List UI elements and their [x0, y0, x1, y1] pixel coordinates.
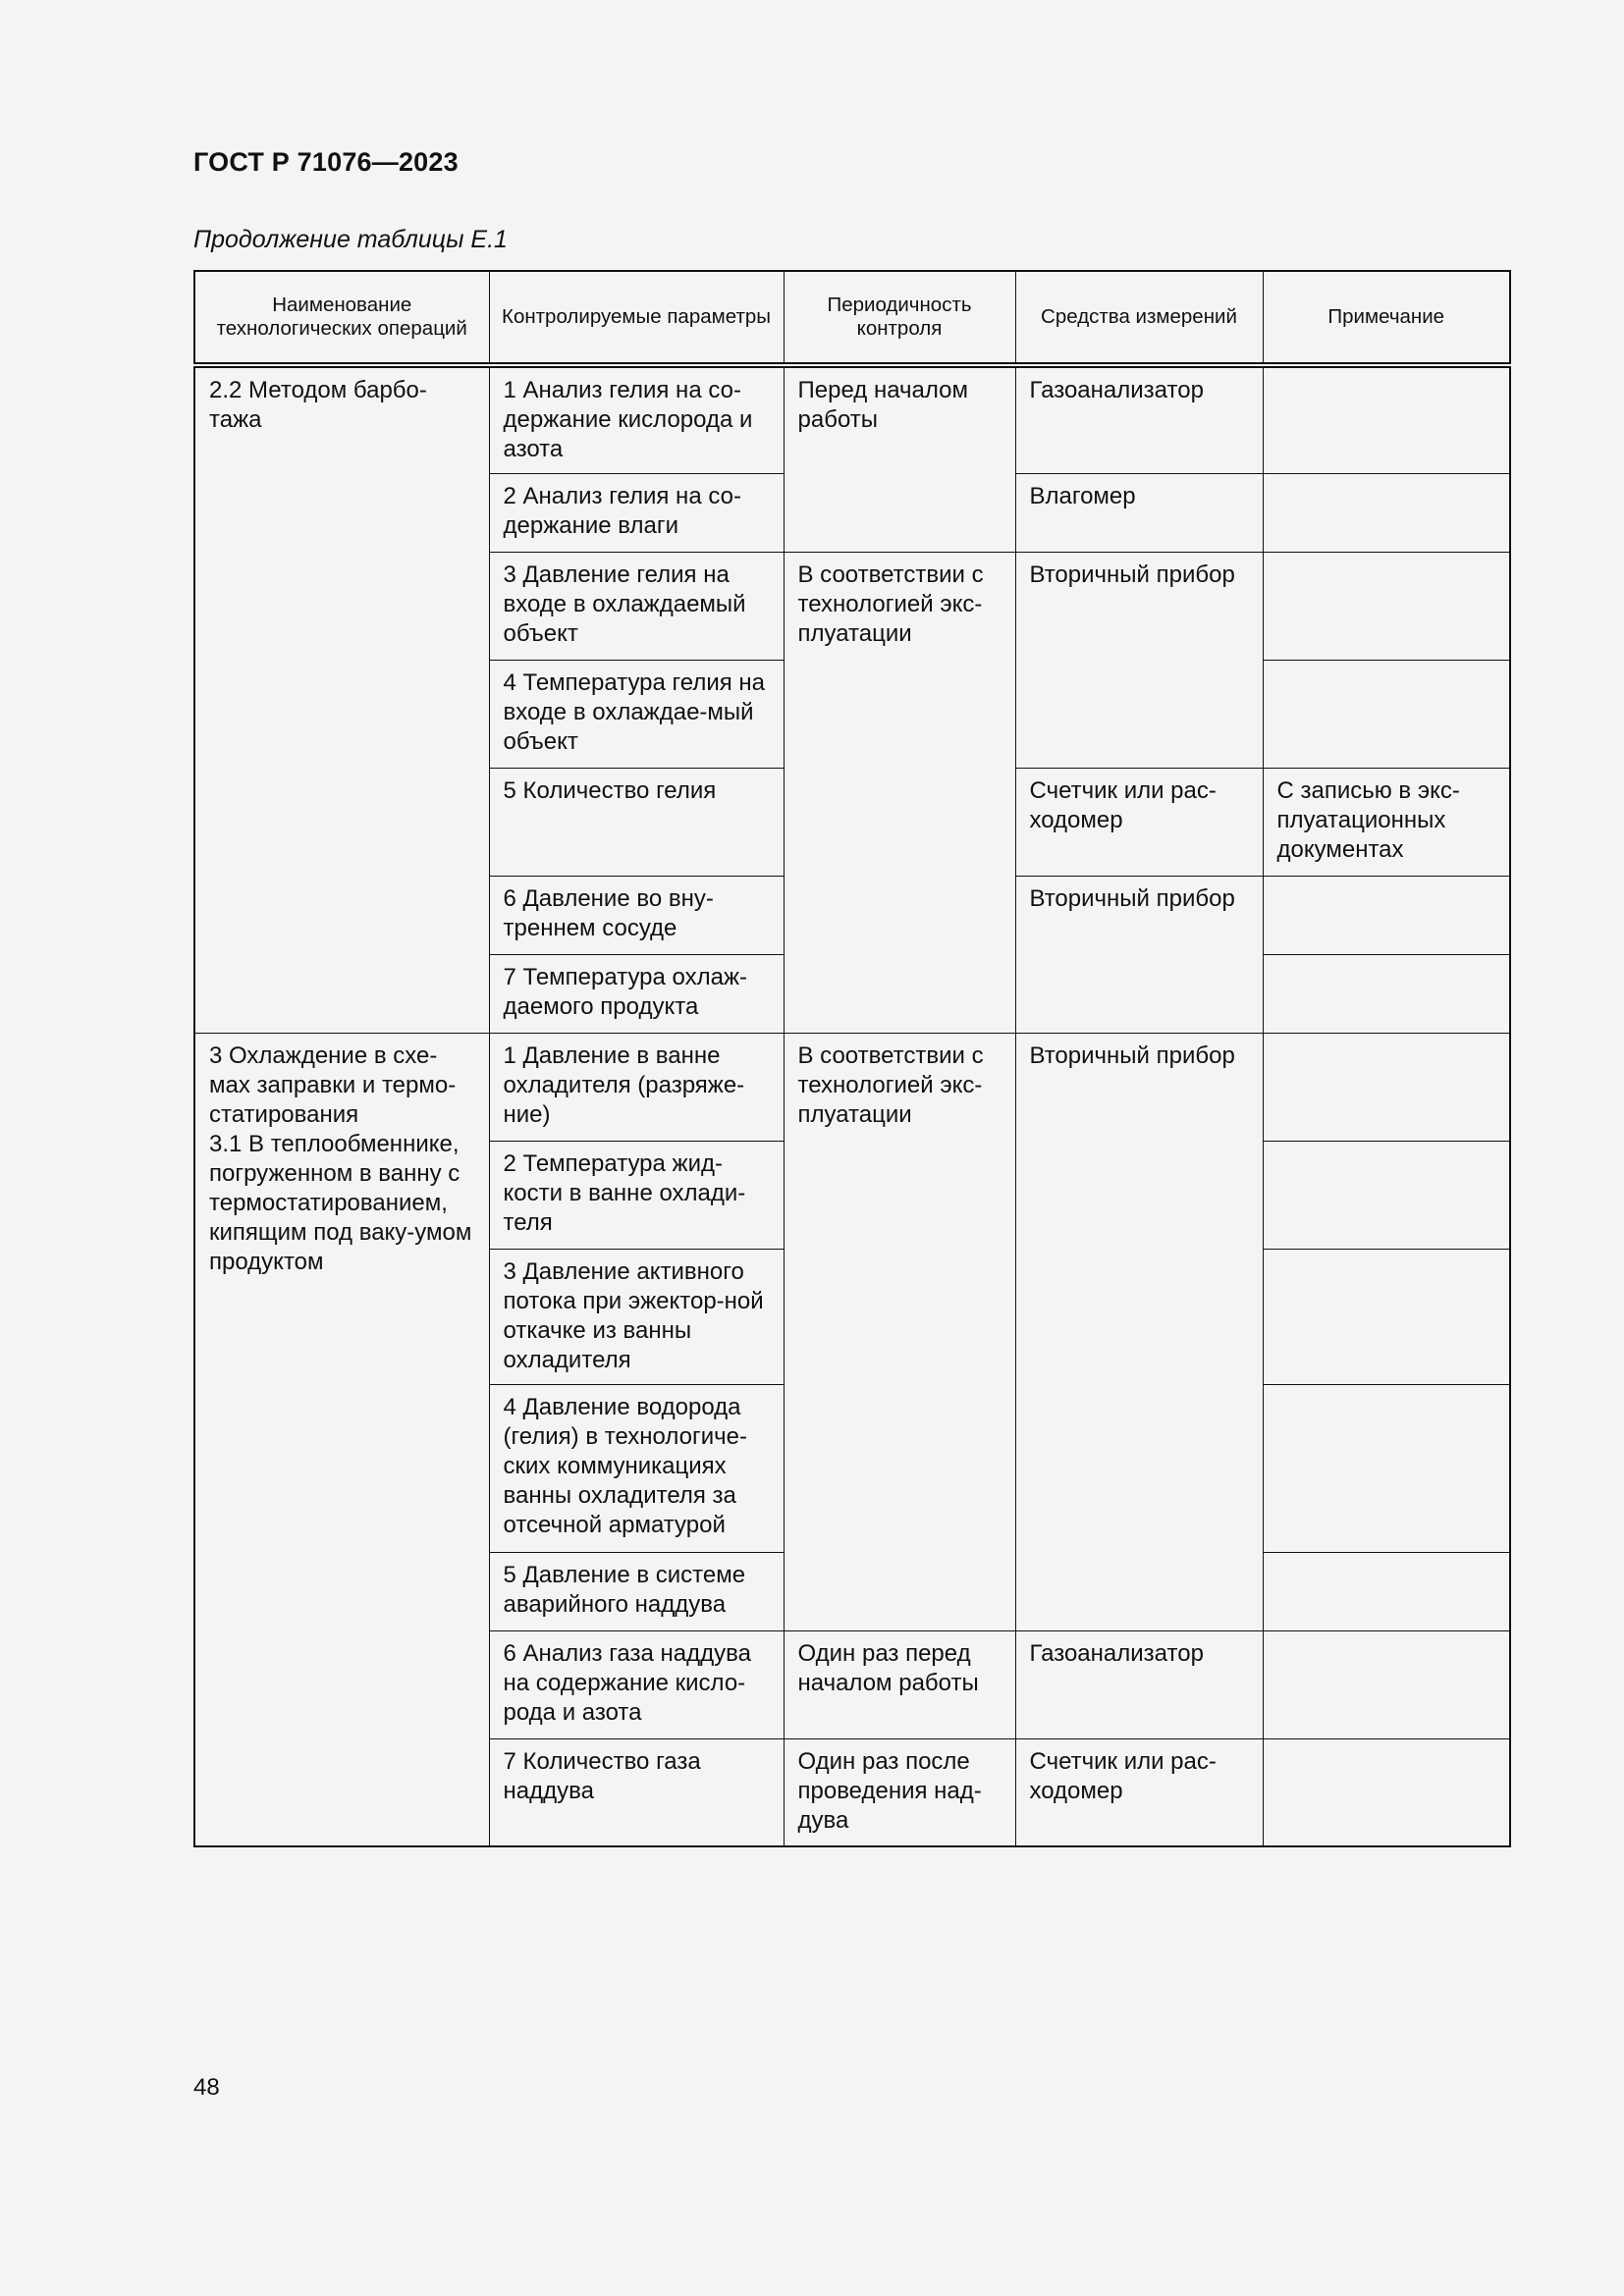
note-cell	[1263, 876, 1510, 954]
note-cell	[1263, 1738, 1510, 1846]
table-header-row	[194, 271, 1510, 365]
instrument-cell: Вторичный прибор	[1015, 1033, 1263, 1630]
operation-cell: 2.2 Методом барбо-тажа	[194, 365, 489, 1033]
instrument-cell: Газоанализатор	[1015, 365, 1263, 473]
parameter-cell: 7 Температура охлаж-даемого продукта	[489, 954, 784, 1033]
note-cell	[1263, 1141, 1510, 1249]
periodicity-cell: Перед началом работы	[784, 365, 1015, 552]
note-cell	[1263, 1384, 1510, 1552]
note-cell: С записью в экс-плуатационных документах	[1263, 768, 1510, 876]
note-cell	[1263, 1249, 1510, 1384]
note-cell	[1263, 365, 1510, 473]
periodicity-cell: Один раз после проведения над-дува	[784, 1738, 1015, 1846]
instrument-cell: Вторичный прибор	[1015, 876, 1263, 1033]
control-table	[193, 270, 1511, 1847]
instrument-cell: Счетчик или рас-ходомер	[1015, 768, 1263, 876]
document-header: ГОСТ Р 71076—2023	[193, 147, 459, 177]
note-cell	[1263, 552, 1510, 660]
operation-cell	[194, 1033, 489, 1846]
table-row	[194, 365, 1510, 473]
parameter-cell: 6 Давление во вну-треннем сосуде	[489, 876, 784, 954]
col-header-operation: Наименование технологических операций	[194, 271, 489, 365]
note-cell	[1263, 473, 1510, 552]
table-caption: Продолжение таблицы Е.1	[193, 226, 508, 253]
parameter-cell: 4 Давление водорода (гелия) в технологиче-ских коммуникациях ванны охладителя за отсечной арматурой	[489, 1384, 784, 1552]
parameter-cell: 2 Температура жид-кости в ванне охлади-теля	[489, 1141, 784, 1249]
parameter-cell: 3 Давление активного потока при эжектор-ной откачке из ванны охладителя	[489, 1249, 784, 1384]
table-row	[194, 1033, 1510, 1141]
instrument-cell: Счетчик или рас-ходомер	[1015, 1738, 1263, 1846]
col-header-notes: Примечание	[1263, 271, 1510, 365]
operation-line: 3.1 В теплообменнике, погруженном в ванну с термостатированием, кипящим под ваку-умом продуктом	[209, 1130, 472, 1275]
parameter-cell: 1 Анализ гелия на со-держание кислорода и азота	[489, 365, 784, 473]
parameter-cell: 4 Температура гелия на входе в охлаждае-мый объект	[489, 660, 784, 768]
instrument-cell: Вторичный прибор	[1015, 552, 1263, 768]
parameter-cell: 3 Давление гелия на входе в охлаждаемый объект	[489, 552, 784, 660]
operation-line: 3 Охлаждение в схе-мах заправки и термо-статирования	[209, 1041, 457, 1128]
parameter-cell: 1 Давление в ванне охладителя (разряже-ние)	[489, 1033, 784, 1141]
note-cell	[1263, 1552, 1510, 1630]
parameter-cell: 7 Количество газа наддува	[489, 1738, 784, 1846]
instrument-cell: Газоанализатор	[1015, 1630, 1263, 1738]
note-cell	[1263, 954, 1510, 1033]
periodicity-cell: В соответствии с технологией экс-плуатации	[784, 552, 1015, 1033]
parameter-cell: 5 Давление в системе аварийного наддува	[489, 1552, 784, 1630]
note-cell	[1263, 660, 1510, 768]
parameter-cell: 6 Анализ газа наддува на содержание кисло-рода и азота	[489, 1630, 784, 1738]
instrument-cell: Влагомер	[1015, 473, 1263, 552]
col-header-parameters: Контролируемые параметры	[489, 271, 784, 365]
page-number: 48	[193, 2074, 220, 2101]
parameter-cell: 5 Количество гелия	[489, 768, 784, 876]
parameter-cell: 2 Анализ гелия на со-держание влаги	[489, 473, 784, 552]
col-header-instruments: Средства измерений	[1015, 271, 1263, 365]
note-cell	[1263, 1033, 1510, 1141]
col-header-periodicity: Периодичность контроля	[784, 271, 1015, 365]
periodicity-cell: В соответствии с технологией экс-плуатации	[784, 1033, 1015, 1630]
periodicity-cell: Один раз перед началом работы	[784, 1630, 1015, 1738]
note-cell	[1263, 1630, 1510, 1738]
